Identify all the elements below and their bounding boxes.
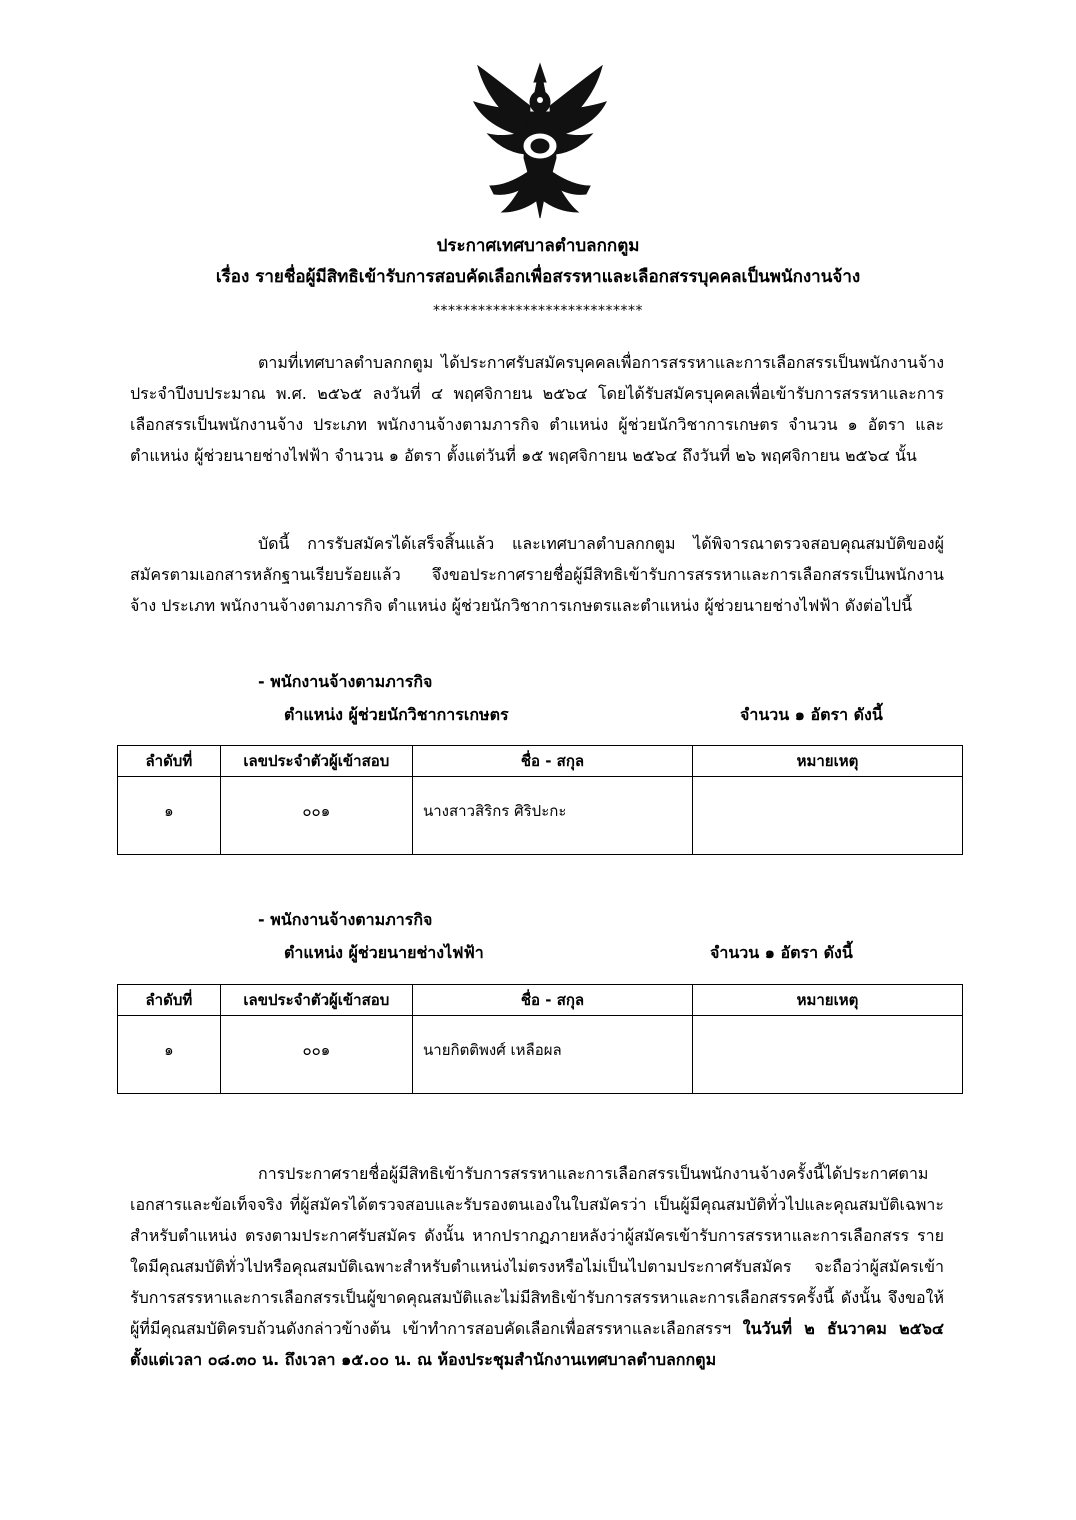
header-name: ชื่อ - สกุล bbox=[412, 746, 692, 777]
header-order: ลำดับที่ bbox=[118, 985, 221, 1016]
cell-exam-id: ๐๐๑ bbox=[220, 777, 412, 855]
table-header-row bbox=[118, 985, 963, 1016]
section2-table bbox=[117, 984, 963, 1094]
section2-position: ตำแหน่ง ผู้ช่วยนายช่างไฟฟ้า bbox=[284, 943, 484, 962]
cell-name: นายกิตติพงศ์ เหลือผล bbox=[413, 1016, 693, 1094]
intro-paragraph bbox=[130, 347, 944, 471]
section1-position: ตำแหน่ง ผู้ช่วยนักวิชาการเกษตร bbox=[284, 705, 509, 724]
announcement-title: ประกาศเทศบาลตำบลกกตูม bbox=[436, 236, 640, 256]
conditions-paragraph bbox=[130, 1158, 944, 1375]
cell-name: นางสาวสิริกร ศิริปะกะ bbox=[412, 777, 692, 855]
table-header-row bbox=[118, 746, 963, 777]
header-remark: หมายเหตุ bbox=[692, 985, 962, 1016]
header-exam-id: เลขประจำตัวผู้เข้าสอบ bbox=[220, 746, 412, 777]
header-remark: หมายเหตุ bbox=[692, 746, 962, 777]
announcement-subject: เรื่อง รายชื่อผู้มีสิทธิเข้ารับการสอบคัดเลือกเพื่อสรรหาและเลือกสรรบุคคลเป็นพนักงานจ้าง bbox=[215, 267, 861, 287]
cell-remark bbox=[692, 777, 962, 855]
header-exam-id: เลขประจำตัวผู้เข้าสอบ bbox=[220, 985, 412, 1016]
announcement-paragraph-text: บัดนี้ การรับสมัครได้เสร็จสิ้นแล้ว และเทศบาลตำบลกกตูม ได้พิจารณาตรวจสอบคุณสมบัติของผู้สมัครตามเอกสารหลักฐานเรียบร้อยแล้ว จึงขอประกาศรายชื่อผู้มีสิทธิเข้ารับการสรรหาและการเลือกสรรเป็นพนักงานจ้าง ประเภท พนักงานจ้างตามภารกิจ ตำแหน่ง ผู้ช่วยนักวิชาการเกษตรและตำแหน่ง ผู้ช่วยนายช่างไฟฟ้า ดังต่อไปนี้ bbox=[130, 534, 944, 615]
separator: **************************** bbox=[433, 303, 643, 319]
conditions-paragraph-text: การประกาศรายชื่อผู้มีสิทธิเข้ารับการสรรหาและการเลือกสรรเป็นพนักงานจ้างครั้งนี้ได้ประกาศตามเอกสารและข้อเท็จจริง ที่ผู้สมัครได้ตรวจสอบและรับรองตนเองในใบสมัครว่า เป็นผู้มีคุณสมบัติทั่วไปและคุณสมบัติเฉพาะสำหรับตำแหน่ง ตรงตามประกาศรับสมัคร ดังนั้น หากปรากฏภายหลังว่าผู้สมัครเข้ารับการสรรหาและการเลือกสรร รายใดมีคุณสมบัติทั่วไปหรือคุณสมบัติเฉพาะสำหรับตำแหน่งไม่ตรงหรือไม่เป็นไปตามประกาศรับสมัคร จะถือว่าผู้สมัครเข้ารับการสรรหาและการเลือกสรรเป็นผู้ขาดคุณสมบัติและไม่มีสิทธิเข้ารับการสรรหาและการเลือกสรรครั้งนี้ ดังนั้น จึงขอให้ผู้ที่มีคุณสมบัติครบถ้วนดังกล่าวข้างต้น เข้าทำการสอบคัดเลือกเพื่อสรรหาและเลือกสรรฯ bbox=[130, 1164, 944, 1338]
cell-exam-id: ๐๐๑ bbox=[220, 1016, 412, 1094]
garuda-emblem bbox=[472, 62, 608, 220]
section1-count: จำนวน ๑ อัตรา ดังนี้ bbox=[740, 705, 883, 724]
header-order: ลำดับที่ bbox=[118, 746, 221, 777]
section1-table bbox=[117, 745, 963, 855]
cell-remark bbox=[692, 1016, 962, 1094]
intro-paragraph-text: ตามที่เทศบาลตำบลกกตูม ได้ประกาศรับสมัครบุคคลเพื่อการสรรหาและการเลือกสรรเป็นพนักงานจ้าง ประจำปีงบประมาณ พ.ศ. ๒๕๖๕ ลงวันที่ ๔ พฤศจิกายน ๒๕๖๔ โดยได้รับสมัครบุคคลเพื่อเข้ารับการสรรหาและการเลือกสรรเป็นพนักงานจ้าง ประเภท พนักงานจ้างตามภารกิจ ตำแหน่ง ผู้ช่วยนักวิชาการเกษตร จำนวน ๑ อัตรา และ ตำแหน่ง ผู้ช่วยนายช่างไฟฟ้า จำนวน ๑ อัตรา ตั้งแต่วันที่ ๑๕ พฤศจิกายน ๒๕๖๔ ถึงวันที่ ๒๖ พฤศจิกายน ๒๕๖๔ นั้น bbox=[130, 353, 944, 465]
section1-type: - พนักงานจ้างตามภารกิจ bbox=[258, 672, 433, 691]
header-name: ชื่อ - สกุล bbox=[413, 985, 693, 1016]
announcement-paragraph bbox=[130, 528, 944, 621]
section2-type: - พนักงานจ้างตามภารกิจ bbox=[258, 910, 433, 929]
cell-order: ๑ bbox=[118, 1016, 221, 1094]
table-row bbox=[118, 1016, 963, 1094]
table-row bbox=[118, 777, 963, 855]
cell-order: ๑ bbox=[118, 777, 221, 855]
exam-date-time-venue: ในวันที่ ๒ ธันวาคม ๒๕๖๔ ตั้งแต่เวลา ๐๘.๓๐ น. ถึงเวลา ๑๕.๐๐ น. ณ ห้องประชุมสำนักงานเทศบาลตำบลกกตูม bbox=[130, 1319, 944, 1369]
section2-count: จำนวน ๑ อัตรา ดังนี้ bbox=[710, 943, 853, 962]
